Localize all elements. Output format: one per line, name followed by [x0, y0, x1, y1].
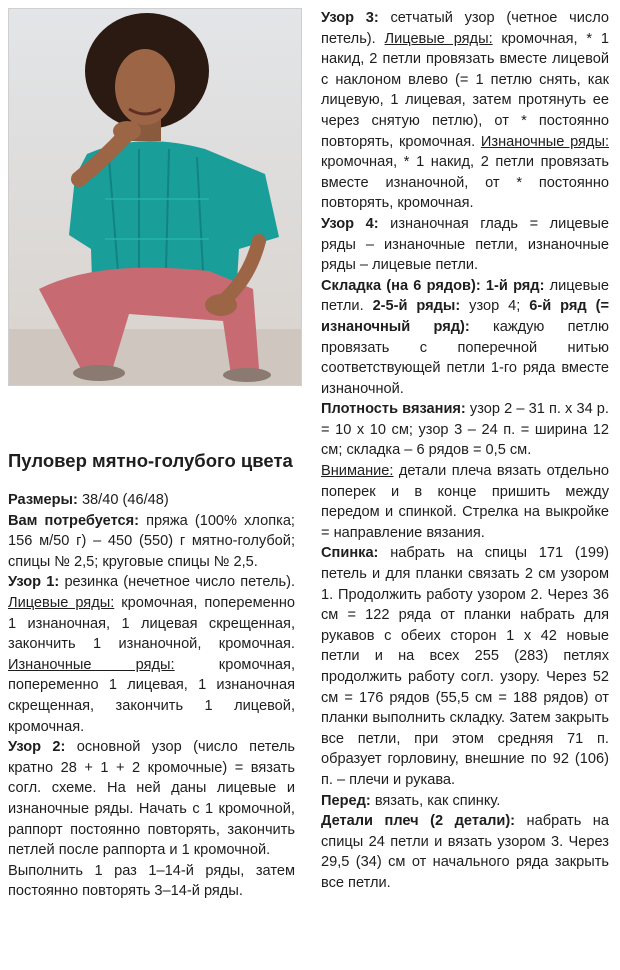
materials-text: пряжа (100% хлопка; 156 м/50 г) – 450 (550) г мятно-голубой; спицы № 2,5; круговые спицы № 2,5.	[8, 512, 295, 570]
pattern2-label: Узор 2:	[8, 739, 66, 756]
model-photo	[8, 8, 302, 386]
materials-paragraph	[8, 511, 295, 573]
pattern2-text: основной узор (число петель кратно 28 + 1 + 2 кромочные) = вязать согл. схеме. На ней даны лицевые и изнаночные ряды. Начать с 1 кромочной, раппорт постоянно повторять, закончить петлей после раппорта и 1 кромочной.	[8, 739, 295, 859]
gauge-label: Плотность вязания:	[321, 401, 466, 418]
pattern1-right-rows-label: Лицевые ряды:	[8, 594, 115, 611]
pattern2-paragraph	[8, 737, 295, 861]
fold-paragraph	[321, 276, 609, 400]
pattern3-wrong-rows-label: Изнаночные ряды:	[480, 133, 609, 150]
fold-label: Складка (на 6 рядов): 1-й ряд:	[321, 277, 545, 294]
attention-text: детали плеча вязать отдельно поперек и в конце пришить между передом и спинкой. Стрелка на выкройке = направление вязания.	[321, 463, 609, 541]
fold-text-1: лицевые петли.	[321, 277, 609, 315]
page-title: Пуловер мятно-голубого цвета	[8, 450, 293, 471]
model-photo-illustration	[9, 9, 301, 385]
shoulder-text: набрать на спицы 24 петли и вязать узором 3. Через 29,5 (34) см от начального ряда закрыть все петли.	[321, 813, 609, 891]
pattern1-text-1: резинка (нечетное число петель).	[59, 574, 295, 591]
pattern3-text-2: кромочная, * 1 накид, 2 петли провязать вместе лицевой с наклоном влево (= 1 петлю снять, как лицевую, 1 лицевая, затем протянуть ее через снятую петлю), от * постоянно повторять, кромочная.	[321, 30, 609, 150]
repeat-paragraph	[8, 861, 295, 902]
gauge-paragraph	[321, 399, 609, 461]
repeat-text: Выполнить 1 раз 1–14-й ряды, затем постоянно повторять 3–14-й ряды.	[8, 862, 295, 900]
pattern3-text-1: сетчатый узор (четное число петель).	[321, 10, 609, 47]
left-column	[8, 490, 295, 902]
pattern3-right-rows-label: Лицевые ряды:	[384, 30, 493, 47]
shoulder-label: Детали плеч (2 детали):	[321, 813, 516, 830]
fold-text-2: узор 4;	[460, 298, 530, 315]
pattern1-wrong-rows-label: Изнаночные ряды:	[8, 656, 175, 673]
pattern1-paragraph	[8, 572, 295, 737]
attention-paragraph	[321, 461, 609, 543]
front-text: вязать, как спинку.	[370, 792, 501, 809]
sizes-text: 38/40 (46/48)	[77, 492, 169, 508]
pattern4-label: Узор 4:	[321, 215, 379, 232]
sizes-label: Размеры:	[8, 492, 78, 508]
fold-rows-2-5-label: 2-5-й ряды:	[372, 298, 461, 315]
pattern4-text: изнаночная гладь = лицевые ряды – изнаночные петли, изнаночные ряды – лицевые петли.	[321, 215, 609, 274]
back-label: Спинка:	[321, 545, 379, 562]
pattern1-text-2: кромочная, попеременно 1 изнаночная, 1 лицевая скрещенная, закончить 1 изнаночной, кромочная.	[8, 594, 295, 653]
pattern1-label: Узор 1:	[8, 574, 60, 591]
materials-label: Вам потребуется:	[8, 512, 140, 529]
pattern1-text-3: кромочная, попеременно 1 лицевая, 1 изнаночная скрещенная, закончить 1 лицевой, кромочная.	[8, 656, 295, 735]
sizes-paragraph	[8, 490, 295, 511]
back-text: набрать на спицы 171 (199) петель и для планки связать 2 см узором 1. Продолжить работу узором 2. Через 36 см = 122 ряда от планки набрать для рукавов с обеих сторон 1 х 42 новые петли и на всех 255 (283) петлях продолжить работу согл. узору. Через 52 см = 176 рядов (55,5 см = 188 рядов) от планки выполнить складку. Затем закрыть все петли, при этом средняя 71 п. образует горловину, внешние по 92 (106) п. – плечи и рукава.	[321, 545, 609, 788]
front-label: Перед:	[321, 792, 371, 809]
back-paragraph	[321, 543, 609, 790]
fold-row-6-label: 6-й ряд (= изнаночный ряд):	[321, 298, 609, 335]
pattern3-label: Узор 3:	[321, 10, 379, 26]
pattern3-text-3: кромочная, * 1 накид, 2 петли провязать вместе изнаночной, от * постоянно повторять, кромочная.	[321, 154, 609, 212]
shoulder-paragraph	[321, 811, 609, 893]
pattern3-paragraph	[321, 8, 609, 214]
front-paragraph	[321, 791, 609, 812]
pattern4-paragraph	[321, 214, 609, 276]
gauge-text: узор 2 – 31 п. х 34 р. = 10 х 10 см; узор 3 – 24 п. = ширина 12 см; складка – 6 рядов = 0,5 см.	[321, 401, 609, 459]
right-column	[321, 8, 609, 894]
attention-label: Внимание:	[321, 463, 394, 480]
fold-text-3: каждую петлю провязать с поперечной нитью соответствующей петли 1-го ряда вместе изнаночной.	[321, 318, 609, 397]
